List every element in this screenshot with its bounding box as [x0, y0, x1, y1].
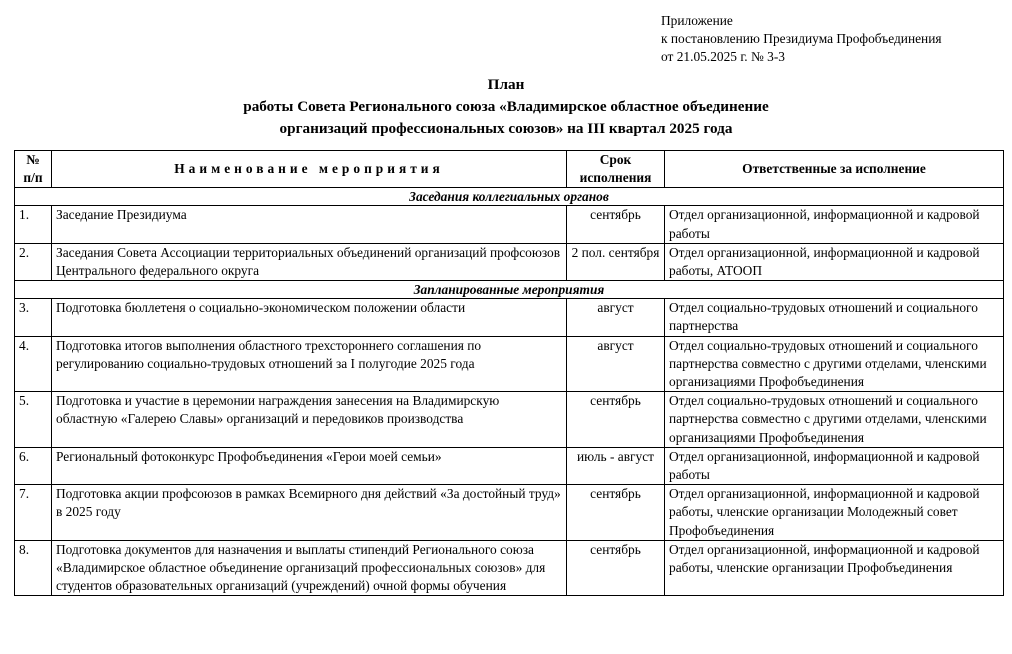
row-num: 7. [15, 485, 52, 541]
row-num: 2. [15, 243, 52, 280]
row-name: Подготовка и участие в церемонии награждения занесения на Владимирскую областную «Галерею Славы» организаций и передовиков производства [52, 392, 567, 448]
row-term: сентябрь [567, 392, 665, 448]
row-term: сентябрь [567, 540, 665, 596]
table-row [15, 540, 1004, 596]
document-title [0, 74, 1012, 140]
row-num: 8. [15, 540, 52, 596]
row-num: 6. [15, 447, 52, 484]
row-num: 3. [15, 299, 52, 336]
row-responsible: Отдел организационной, информационной и кадровой работы, членские организации Молодежный совет Профобъединения [665, 485, 1004, 541]
header-name: Наименование мероприятия [52, 151, 567, 188]
row-responsible: Отдел социально-трудовых отношений и социального партнерства совместно с другими отделами, членскими организациями Профобъединения [665, 392, 1004, 448]
row-responsible: Отдел организационной, информационной и кадровой работы [665, 447, 1004, 484]
header-responsible: Ответственные за исполнение [665, 151, 1004, 188]
table-row [15, 485, 1004, 541]
row-name: Подготовка бюллетеня о социально-экономическом положении области [52, 299, 567, 336]
row-responsible: Отдел организационной, информационной и кадровой работы [665, 206, 1004, 243]
row-term: 2 пол. сентября [567, 243, 665, 280]
row-responsible: Отдел социально-трудовых отношений и социального партнерства совместно с другими отделами, членскими организациями Профобъединения [665, 336, 1004, 392]
table-row [15, 243, 1004, 280]
title-line-1: План [487, 76, 525, 93]
row-responsible: Отдел организационной, информационной и кадровой работы, членские организации Профобъединения [665, 540, 1004, 596]
row-name: Подготовка итогов выполнения областного трехстороннего соглашения по регулированию социально-трудовых отношений за I полугодие 2025 года [52, 336, 567, 392]
annex-line-3: от 21.05.2025 г. № 3-3 [661, 49, 785, 64]
row-term: сентябрь [567, 485, 665, 541]
table-row [15, 392, 1004, 448]
row-responsible: Отдел организационной, информационной и кадровой работы, АТООП [665, 243, 1004, 280]
title-line-3: организаций профессиональных союзов» на III квартал 2025 года [279, 120, 733, 137]
table-row [15, 206, 1004, 243]
plan-table [14, 150, 1004, 596]
row-num: 4. [15, 336, 52, 392]
row-term: сентябрь [567, 206, 665, 243]
row-responsible: Отдел социально-трудовых отношений и социального партнерства [665, 299, 1004, 336]
table-row [15, 447, 1004, 484]
row-name: Заседание Президиума [52, 206, 567, 243]
section-row [15, 281, 1004, 299]
row-name: Региональный фотоконкурс Профобъединения «Герои моей семьи» [52, 447, 567, 484]
title-line-2: работы Совета Регионального союза «Владимирское областное объединение [243, 98, 769, 115]
row-term: июль - август [567, 447, 665, 484]
section-row [15, 188, 1004, 206]
section-title: Запланированные мероприятия [15, 281, 1004, 299]
annex-line-1: Приложение [661, 13, 733, 28]
row-term: август [567, 299, 665, 336]
row-name: Подготовка акции профсоюзов в рамках Всемирного дня действий «За достойный труд» в 2025 году [52, 485, 567, 541]
row-term: август [567, 336, 665, 392]
row-num: 1. [15, 206, 52, 243]
table-row [15, 336, 1004, 392]
annex-line-2: к постановлению Президиума Профобъединения [661, 31, 942, 46]
header-term: Срок исполнения [567, 151, 665, 188]
table-header-row [15, 151, 1004, 188]
table-row [15, 299, 1004, 336]
row-num: 5. [15, 392, 52, 448]
row-name: Подготовка документов для назначения и выплаты стипендий Регионального союза «Владимирское областное объединение организаций профессиональных союзов» для студентов образовательных организаций (учреждений) очной формы обучения [52, 540, 567, 596]
annex-block [661, 12, 942, 66]
header-num: № п/п [15, 151, 52, 188]
row-name: Заседания Совета Ассоциации территориальных объединений организаций профсоюзов Центрального федерального округа [52, 243, 567, 280]
section-title: Заседания коллегиальных органов [15, 188, 1004, 206]
